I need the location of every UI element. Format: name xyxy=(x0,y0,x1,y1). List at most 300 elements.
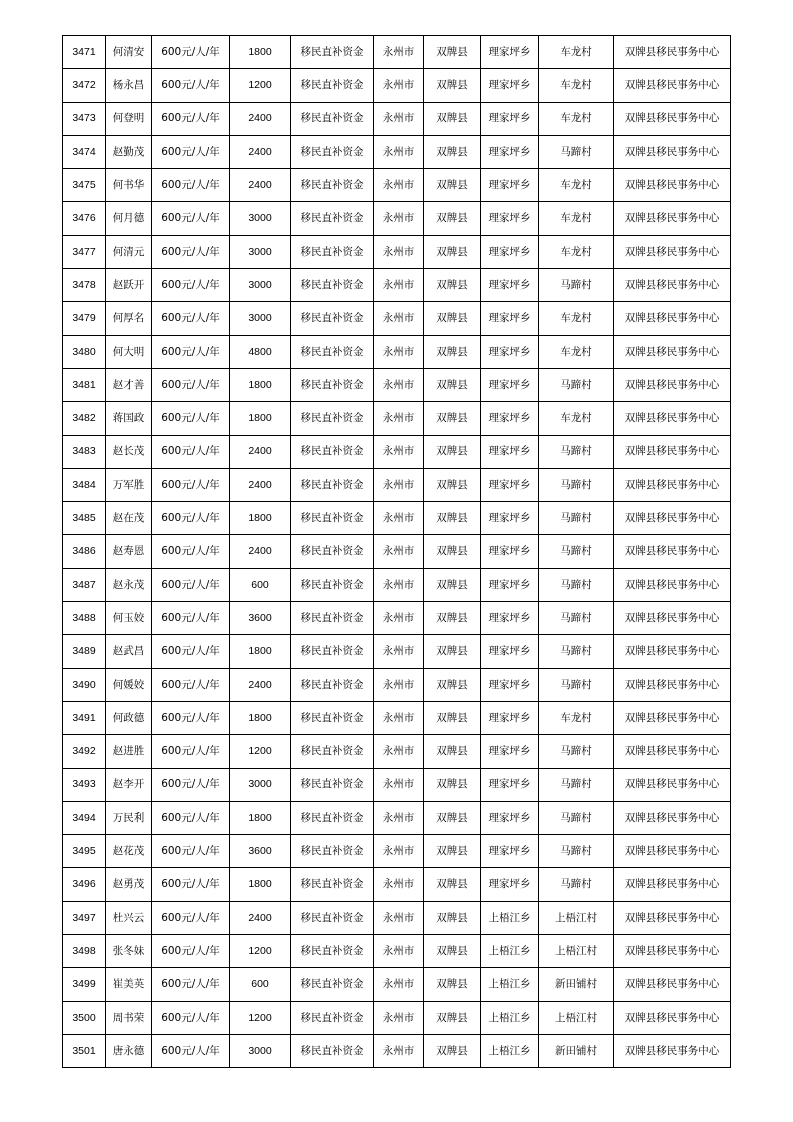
standard-cell: 600元/人/年 xyxy=(152,36,230,69)
village-cell: 车龙村 xyxy=(539,202,614,235)
township-cell: 上梧江乡 xyxy=(481,935,539,968)
amount-cell: 1800 xyxy=(230,701,291,734)
amount-cell: 2400 xyxy=(230,169,291,202)
table-row xyxy=(63,535,731,568)
standard-cell: 600元/人/年 xyxy=(152,835,230,868)
standard-cell: 600元/人/年 xyxy=(152,468,230,501)
village-cell: 马蹄村 xyxy=(539,768,614,801)
city-cell: 永州市 xyxy=(374,901,424,934)
row-number-cell: 3478 xyxy=(63,269,106,302)
fund-type-cell: 移民直补资金 xyxy=(291,868,374,901)
county-cell: 双牌县 xyxy=(424,402,481,435)
row-number-cell: 3487 xyxy=(63,568,106,601)
standard-cell: 600元/人/年 xyxy=(152,502,230,535)
amount-cell: 1800 xyxy=(230,801,291,834)
township-cell: 理家坪乡 xyxy=(481,701,539,734)
city-cell: 永州市 xyxy=(374,768,424,801)
agency-cell: 双牌县移民事务中心 xyxy=(614,868,731,901)
table-row xyxy=(63,235,731,268)
city-cell: 永州市 xyxy=(374,335,424,368)
amount-cell: 3000 xyxy=(230,202,291,235)
village-cell: 马蹄村 xyxy=(539,801,614,834)
agency-cell: 双牌县移民事务中心 xyxy=(614,402,731,435)
village-cell: 上梧江村 xyxy=(539,901,614,934)
table-row xyxy=(63,36,731,69)
row-number-cell: 3477 xyxy=(63,235,106,268)
fund-type-cell: 移民直补资金 xyxy=(291,269,374,302)
standard-cell: 600元/人/年 xyxy=(152,635,230,668)
row-number-cell: 3471 xyxy=(63,36,106,69)
county-cell: 双牌县 xyxy=(424,901,481,934)
standard-cell: 600元/人/年 xyxy=(152,235,230,268)
fund-type-cell: 移民直补资金 xyxy=(291,102,374,135)
city-cell: 永州市 xyxy=(374,1001,424,1034)
name-cell: 崔美英 xyxy=(106,968,152,1001)
standard-cell: 600元/人/年 xyxy=(152,435,230,468)
township-cell: 理家坪乡 xyxy=(481,735,539,768)
amount-cell: 1800 xyxy=(230,502,291,535)
city-cell: 永州市 xyxy=(374,69,424,102)
city-cell: 永州市 xyxy=(374,102,424,135)
table-row xyxy=(63,169,731,202)
table-row xyxy=(63,568,731,601)
row-number-cell: 3498 xyxy=(63,935,106,968)
county-cell: 双牌县 xyxy=(424,602,481,635)
row-number-cell: 3499 xyxy=(63,968,106,1001)
township-cell: 理家坪乡 xyxy=(481,102,539,135)
name-cell: 赵李开 xyxy=(106,768,152,801)
name-cell: 张冬妹 xyxy=(106,935,152,968)
amount-cell: 3600 xyxy=(230,602,291,635)
agency-cell: 双牌县移民事务中心 xyxy=(614,735,731,768)
table-row xyxy=(63,901,731,934)
village-cell: 上梧江村 xyxy=(539,1001,614,1034)
fund-type-cell: 移民直补资金 xyxy=(291,468,374,501)
city-cell: 永州市 xyxy=(374,135,424,168)
fund-type-cell: 移民直补资金 xyxy=(291,169,374,202)
amount-cell: 2400 xyxy=(230,535,291,568)
name-cell: 何书华 xyxy=(106,169,152,202)
city-cell: 永州市 xyxy=(374,368,424,401)
city-cell: 永州市 xyxy=(374,502,424,535)
village-cell: 马蹄村 xyxy=(539,868,614,901)
township-cell: 上梧江乡 xyxy=(481,1001,539,1034)
agency-cell: 双牌县移民事务中心 xyxy=(614,935,731,968)
row-number-cell: 3485 xyxy=(63,502,106,535)
county-cell: 双牌县 xyxy=(424,468,481,501)
standard-cell: 600元/人/年 xyxy=(152,568,230,601)
fund-type-cell: 移民直补资金 xyxy=(291,435,374,468)
agency-cell: 双牌县移民事务中心 xyxy=(614,901,731,934)
row-number-cell: 3494 xyxy=(63,801,106,834)
city-cell: 永州市 xyxy=(374,868,424,901)
county-cell: 双牌县 xyxy=(424,935,481,968)
county-cell: 双牌县 xyxy=(424,701,481,734)
township-cell: 理家坪乡 xyxy=(481,535,539,568)
county-cell: 双牌县 xyxy=(424,368,481,401)
standard-cell: 600元/人/年 xyxy=(152,169,230,202)
agency-cell: 双牌县移民事务中心 xyxy=(614,635,731,668)
standard-cell: 600元/人/年 xyxy=(152,1034,230,1067)
name-cell: 赵花茂 xyxy=(106,835,152,868)
row-number-cell: 3489 xyxy=(63,635,106,668)
city-cell: 永州市 xyxy=(374,801,424,834)
fund-type-cell: 移民直补资金 xyxy=(291,235,374,268)
subsidy-table xyxy=(62,35,731,1068)
row-number-cell: 3500 xyxy=(63,1001,106,1034)
agency-cell: 双牌县移民事务中心 xyxy=(614,202,731,235)
village-cell: 马蹄村 xyxy=(539,668,614,701)
agency-cell: 双牌县移民事务中心 xyxy=(614,835,731,868)
name-cell: 何清元 xyxy=(106,235,152,268)
township-cell: 理家坪乡 xyxy=(481,602,539,635)
row-number-cell: 3497 xyxy=(63,901,106,934)
standard-cell: 600元/人/年 xyxy=(152,102,230,135)
village-cell: 新田铺村 xyxy=(539,1034,614,1067)
county-cell: 双牌县 xyxy=(424,302,481,335)
table-row xyxy=(63,968,731,1001)
agency-cell: 双牌县移民事务中心 xyxy=(614,235,731,268)
table-row xyxy=(63,435,731,468)
fund-type-cell: 移民直补资金 xyxy=(291,901,374,934)
county-cell: 双牌县 xyxy=(424,535,481,568)
table-row xyxy=(63,668,731,701)
agency-cell: 双牌县移民事务中心 xyxy=(614,102,731,135)
county-cell: 双牌县 xyxy=(424,968,481,1001)
village-cell: 车龙村 xyxy=(539,302,614,335)
amount-cell: 3000 xyxy=(230,235,291,268)
agency-cell: 双牌县移民事务中心 xyxy=(614,169,731,202)
row-number-cell: 3484 xyxy=(63,468,106,501)
name-cell: 杨永昌 xyxy=(106,69,152,102)
fund-type-cell: 移民直补资金 xyxy=(291,368,374,401)
county-cell: 双牌县 xyxy=(424,335,481,368)
row-number-cell: 3495 xyxy=(63,835,106,868)
fund-type-cell: 移民直补资金 xyxy=(291,135,374,168)
county-cell: 双牌县 xyxy=(424,36,481,69)
amount-cell: 3000 xyxy=(230,269,291,302)
village-cell: 上梧江村 xyxy=(539,935,614,968)
fund-type-cell: 移民直补资金 xyxy=(291,835,374,868)
fund-type-cell: 移民直补资金 xyxy=(291,302,374,335)
name-cell: 何清安 xyxy=(106,36,152,69)
amount-cell: 1800 xyxy=(230,402,291,435)
city-cell: 永州市 xyxy=(374,668,424,701)
county-cell: 双牌县 xyxy=(424,635,481,668)
township-cell: 理家坪乡 xyxy=(481,36,539,69)
table-row xyxy=(63,835,731,868)
standard-cell: 600元/人/年 xyxy=(152,302,230,335)
township-cell: 理家坪乡 xyxy=(481,835,539,868)
table-row xyxy=(63,1001,731,1034)
village-cell: 马蹄村 xyxy=(539,269,614,302)
fund-type-cell: 移民直补资金 xyxy=(291,535,374,568)
county-cell: 双牌县 xyxy=(424,269,481,302)
name-cell: 何月德 xyxy=(106,202,152,235)
village-cell: 马蹄村 xyxy=(539,435,614,468)
village-cell: 马蹄村 xyxy=(539,735,614,768)
agency-cell: 双牌县移民事务中心 xyxy=(614,135,731,168)
table-row xyxy=(63,468,731,501)
table-row xyxy=(63,768,731,801)
fund-type-cell: 移民直补资金 xyxy=(291,502,374,535)
township-cell: 理家坪乡 xyxy=(481,502,539,535)
name-cell: 蒋国政 xyxy=(106,402,152,435)
table-row xyxy=(63,868,731,901)
township-cell: 理家坪乡 xyxy=(481,635,539,668)
table-row xyxy=(63,935,731,968)
village-cell: 马蹄村 xyxy=(539,535,614,568)
table-row xyxy=(63,635,731,668)
row-number-cell: 3474 xyxy=(63,135,106,168)
fund-type-cell: 移民直补资金 xyxy=(291,935,374,968)
amount-cell: 4800 xyxy=(230,335,291,368)
fund-type-cell: 移民直补资金 xyxy=(291,36,374,69)
fund-type-cell: 移民直补资金 xyxy=(291,801,374,834)
amount-cell: 3600 xyxy=(230,835,291,868)
name-cell: 赵寿恩 xyxy=(106,535,152,568)
name-cell: 赵跃开 xyxy=(106,269,152,302)
name-cell: 赵在茂 xyxy=(106,502,152,535)
agency-cell: 双牌县移民事务中心 xyxy=(614,269,731,302)
agency-cell: 双牌县移民事务中心 xyxy=(614,768,731,801)
fund-type-cell: 移民直补资金 xyxy=(291,701,374,734)
county-cell: 双牌县 xyxy=(424,735,481,768)
township-cell: 理家坪乡 xyxy=(481,135,539,168)
village-cell: 马蹄村 xyxy=(539,502,614,535)
table-body xyxy=(63,36,731,1068)
county-cell: 双牌县 xyxy=(424,1034,481,1067)
fund-type-cell: 移民直补资金 xyxy=(291,335,374,368)
table-row xyxy=(63,402,731,435)
standard-cell: 600元/人/年 xyxy=(152,968,230,1001)
fund-type-cell: 移民直补资金 xyxy=(291,668,374,701)
fund-type-cell: 移民直补资金 xyxy=(291,568,374,601)
standard-cell: 600元/人/年 xyxy=(152,868,230,901)
city-cell: 永州市 xyxy=(374,202,424,235)
county-cell: 双牌县 xyxy=(424,69,481,102)
county-cell: 双牌县 xyxy=(424,502,481,535)
village-cell: 马蹄村 xyxy=(539,835,614,868)
row-number-cell: 3491 xyxy=(63,701,106,734)
township-cell: 理家坪乡 xyxy=(481,468,539,501)
city-cell: 永州市 xyxy=(374,935,424,968)
table-row xyxy=(63,135,731,168)
agency-cell: 双牌县移民事务中心 xyxy=(614,668,731,701)
township-cell: 理家坪乡 xyxy=(481,402,539,435)
standard-cell: 600元/人/年 xyxy=(152,701,230,734)
table-row xyxy=(63,801,731,834)
name-cell: 赵长茂 xyxy=(106,435,152,468)
name-cell: 杜兴云 xyxy=(106,901,152,934)
standard-cell: 600元/人/年 xyxy=(152,202,230,235)
village-cell: 车龙村 xyxy=(539,69,614,102)
amount-cell: 2400 xyxy=(230,901,291,934)
village-cell: 马蹄村 xyxy=(539,568,614,601)
village-cell: 马蹄村 xyxy=(539,135,614,168)
county-cell: 双牌县 xyxy=(424,801,481,834)
township-cell: 理家坪乡 xyxy=(481,868,539,901)
agency-cell: 双牌县移民事务中心 xyxy=(614,368,731,401)
township-cell: 理家坪乡 xyxy=(481,202,539,235)
city-cell: 永州市 xyxy=(374,1034,424,1067)
township-cell: 理家坪乡 xyxy=(481,435,539,468)
standard-cell: 600元/人/年 xyxy=(152,535,230,568)
name-cell: 何厚名 xyxy=(106,302,152,335)
amount-cell: 1800 xyxy=(230,36,291,69)
standard-cell: 600元/人/年 xyxy=(152,402,230,435)
village-cell: 马蹄村 xyxy=(539,602,614,635)
row-number-cell: 3480 xyxy=(63,335,106,368)
name-cell: 周书荣 xyxy=(106,1001,152,1034)
standard-cell: 600元/人/年 xyxy=(152,368,230,401)
county-cell: 双牌县 xyxy=(424,435,481,468)
amount-cell: 3000 xyxy=(230,1034,291,1067)
village-cell: 马蹄村 xyxy=(539,368,614,401)
standard-cell: 600元/人/年 xyxy=(152,935,230,968)
amount-cell: 1200 xyxy=(230,935,291,968)
city-cell: 永州市 xyxy=(374,169,424,202)
township-cell: 理家坪乡 xyxy=(481,668,539,701)
amount-cell: 2400 xyxy=(230,135,291,168)
standard-cell: 600元/人/年 xyxy=(152,668,230,701)
county-cell: 双牌县 xyxy=(424,768,481,801)
amount-cell: 1800 xyxy=(230,635,291,668)
name-cell: 何玉姣 xyxy=(106,602,152,635)
fund-type-cell: 移民直补资金 xyxy=(291,69,374,102)
name-cell: 万军胜 xyxy=(106,468,152,501)
agency-cell: 双牌县移民事务中心 xyxy=(614,1001,731,1034)
city-cell: 永州市 xyxy=(374,602,424,635)
city-cell: 永州市 xyxy=(374,968,424,1001)
agency-cell: 双牌县移民事务中心 xyxy=(614,1034,731,1067)
county-cell: 双牌县 xyxy=(424,202,481,235)
township-cell: 理家坪乡 xyxy=(481,568,539,601)
village-cell: 新田铺村 xyxy=(539,968,614,1001)
county-cell: 双牌县 xyxy=(424,235,481,268)
township-cell: 理家坪乡 xyxy=(481,269,539,302)
amount-cell: 3000 xyxy=(230,768,291,801)
name-cell: 赵勇茂 xyxy=(106,868,152,901)
row-number-cell: 3490 xyxy=(63,668,106,701)
agency-cell: 双牌县移民事务中心 xyxy=(614,435,731,468)
township-cell: 理家坪乡 xyxy=(481,335,539,368)
amount-cell: 2400 xyxy=(230,468,291,501)
village-cell: 车龙村 xyxy=(539,102,614,135)
row-number-cell: 3479 xyxy=(63,302,106,335)
county-cell: 双牌县 xyxy=(424,135,481,168)
township-cell: 理家坪乡 xyxy=(481,169,539,202)
agency-cell: 双牌县移民事务中心 xyxy=(614,36,731,69)
fund-type-cell: 移民直补资金 xyxy=(291,768,374,801)
row-number-cell: 3472 xyxy=(63,69,106,102)
township-cell: 上梧江乡 xyxy=(481,968,539,1001)
fund-type-cell: 移民直补资金 xyxy=(291,402,374,435)
standard-cell: 600元/人/年 xyxy=(152,602,230,635)
name-cell: 万民利 xyxy=(106,801,152,834)
amount-cell: 1200 xyxy=(230,735,291,768)
village-cell: 车龙村 xyxy=(539,402,614,435)
fund-type-cell: 移民直补资金 xyxy=(291,735,374,768)
table-row xyxy=(63,335,731,368)
table-row xyxy=(63,502,731,535)
row-number-cell: 3492 xyxy=(63,735,106,768)
county-cell: 双牌县 xyxy=(424,868,481,901)
amount-cell: 2400 xyxy=(230,435,291,468)
agency-cell: 双牌县移民事务中心 xyxy=(614,502,731,535)
township-cell: 上梧江乡 xyxy=(481,1034,539,1067)
row-number-cell: 3501 xyxy=(63,1034,106,1067)
standard-cell: 600元/人/年 xyxy=(152,1001,230,1034)
city-cell: 永州市 xyxy=(374,535,424,568)
standard-cell: 600元/人/年 xyxy=(152,901,230,934)
agency-cell: 双牌县移民事务中心 xyxy=(614,335,731,368)
row-number-cell: 3486 xyxy=(63,535,106,568)
table-row xyxy=(63,102,731,135)
table-row xyxy=(63,69,731,102)
city-cell: 永州市 xyxy=(374,468,424,501)
agency-cell: 双牌县移民事务中心 xyxy=(614,302,731,335)
row-number-cell: 3473 xyxy=(63,102,106,135)
county-cell: 双牌县 xyxy=(424,668,481,701)
amount-cell: 1200 xyxy=(230,69,291,102)
row-number-cell: 3488 xyxy=(63,602,106,635)
agency-cell: 双牌县移民事务中心 xyxy=(614,535,731,568)
county-cell: 双牌县 xyxy=(424,1001,481,1034)
village-cell: 车龙村 xyxy=(539,701,614,734)
amount-cell: 600 xyxy=(230,968,291,1001)
amount-cell: 600 xyxy=(230,568,291,601)
fund-type-cell: 移民直补资金 xyxy=(291,968,374,1001)
row-number-cell: 3476 xyxy=(63,202,106,235)
name-cell: 何登明 xyxy=(106,102,152,135)
name-cell: 赵武昌 xyxy=(106,635,152,668)
city-cell: 永州市 xyxy=(374,302,424,335)
city-cell: 永州市 xyxy=(374,235,424,268)
village-cell: 车龙村 xyxy=(539,36,614,69)
table-row xyxy=(63,269,731,302)
city-cell: 永州市 xyxy=(374,402,424,435)
agency-cell: 双牌县移民事务中心 xyxy=(614,69,731,102)
city-cell: 永州市 xyxy=(374,735,424,768)
standard-cell: 600元/人/年 xyxy=(152,335,230,368)
table-row xyxy=(63,302,731,335)
row-number-cell: 3481 xyxy=(63,368,106,401)
amount-cell: 1800 xyxy=(230,868,291,901)
agency-cell: 双牌县移民事务中心 xyxy=(614,801,731,834)
fund-type-cell: 移民直补资金 xyxy=(291,1001,374,1034)
amount-cell: 2400 xyxy=(230,668,291,701)
name-cell: 赵才善 xyxy=(106,368,152,401)
table-row xyxy=(63,1034,731,1067)
city-cell: 永州市 xyxy=(374,568,424,601)
amount-cell: 3000 xyxy=(230,302,291,335)
standard-cell: 600元/人/年 xyxy=(152,801,230,834)
name-cell: 何政德 xyxy=(106,701,152,734)
row-number-cell: 3493 xyxy=(63,768,106,801)
name-cell: 赵勤茂 xyxy=(106,135,152,168)
city-cell: 永州市 xyxy=(374,635,424,668)
township-cell: 理家坪乡 xyxy=(481,768,539,801)
fund-type-cell: 移民直补资金 xyxy=(291,602,374,635)
village-cell: 车龙村 xyxy=(539,169,614,202)
standard-cell: 600元/人/年 xyxy=(152,768,230,801)
table-row xyxy=(63,735,731,768)
standard-cell: 600元/人/年 xyxy=(152,69,230,102)
name-cell: 何大明 xyxy=(106,335,152,368)
village-cell: 马蹄村 xyxy=(539,635,614,668)
township-cell: 理家坪乡 xyxy=(481,368,539,401)
